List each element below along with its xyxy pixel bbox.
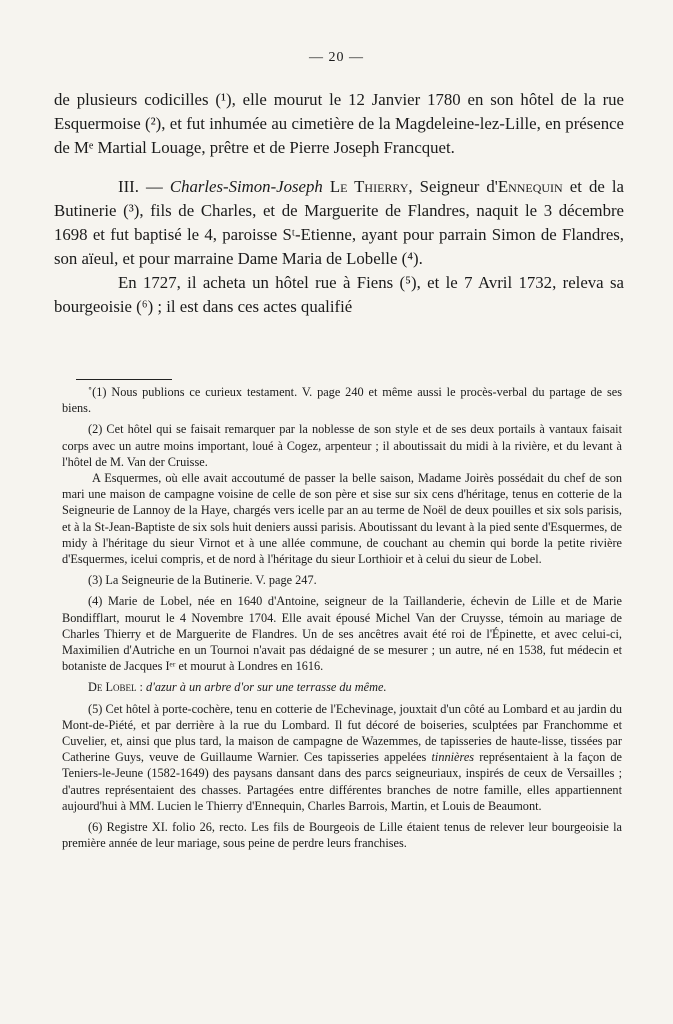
footnote-4-blazon: De Lobel : d'azur à un arbre d'or sur une terrasse du même. (88, 680, 387, 695)
footnote-divider (76, 379, 172, 380)
footnote-2: (2) Cet hôtel qui se faisait remarquer par la noblesse de son style et de ses deux portails à vantaux faisait corps avec un autre moins important, loué à Cogez, arpenteur ; il aboutissait du midi à la rivière, et du levant à l'hôtel de M. Van der Cruisse. (62, 422, 622, 469)
section-number: III. — (118, 177, 170, 196)
person-given-names: Charles-Simon-Joseph (169, 177, 323, 196)
seigneurie-name: Ennequin (497, 177, 563, 196)
person-surname: Le Thierry (322, 177, 409, 196)
tapestry-term: tinnières (431, 750, 475, 765)
footnotes (62, 384, 622, 851)
footnote-1: ˚(1) Nous publions ce curieux testament. V. page 240 et même aussi le procès-verbal du partage de ses biens. (62, 385, 622, 416)
main-text (54, 88, 624, 319)
footnote-6: (6) Registre XI. folio 26, recto. Les fils de Bourgeois de Lille étaient tenus de relever leur bourgeoisie la première année de leur mariage, sous peine de perdre leurs franchises. (62, 820, 622, 851)
paragraph-charles-simon-joseph: III. — Charles-Simon-Joseph Le Thierry, Seigneur d'Ennequin et de la Butinerie (³), fils de Charles, et de Marguerite de Flandres, naquit le 3 décembre 1698 et fut baptisé le 4, paroisse Sᵗ-Etienne, ayant pour parrain Simon de Flandres, son aïeul, et pour marraine Dame Maria de Lobelle (⁴). (54, 177, 624, 268)
page-number: — 20 — (309, 50, 364, 65)
paragraph-continuation: de plusieurs codicilles (¹), elle mourut le 12 Janvier 1780 en son hôtel de la rue Esquermoise (²), et fut inhumée au cimetière de la Magdeleine-lez-Lille, en présence de Mᵉ Martial Louage, prêtre et de Pierre Joseph Francquet. (54, 90, 624, 157)
footnote-3: (3) La Seigneurie de la Butinerie. V. page 247. (88, 573, 317, 588)
footnote-4: (4) Marie de Lobel, née en 1640 d'Antoine, seigneur de la Taillanderie, échevin de Lille et de Marie Bondifflart, mourut le 4 Novembre 1704. Elle avait épousé Michel Van der Cruysse, témoin au mariage de Charles Thierry et de Marguerite de Flandres. Un de ses ancêtres avait été roi de l'Épinette, et avec celui-ci, Maximilien d'Autriche en un Tournoi n'avait pas dédaigné de se mesurer ; un autre, né en 1538, fut médecin et botaniste de Jacques Iᵉʳ et mourut à Londres en 1616. (62, 594, 622, 674)
paragraph-hotel-purchase: En 1727, il acheta un hôtel rue à Fiens (⁵), et le 7 Avril 1732, releva sa bourgeoisie (⁶) ; il est dans ces actes qualifié (54, 273, 624, 316)
blazon-text: d'azur à un arbre d'or sur une terrasse du même. (146, 680, 387, 695)
footnote-2-continued: A Esquermes, où elle avait accoutumé de passer la belle saison, Madame Joirès possédait du chef de son mari une maison de campagne voisine de celle de son père et sise sur six cens d'héritage, tenus en cotterie de la Seigneurie de Lannoy de la Haye, chargés vers icelle par an au terme de Noël de deux pouilles et six sols parisis, et à la St-Jean-Baptiste de six sols huit deniers aussi parisis. Aboutissant du levant à la pied sente d'Esquermes, de midy à l'héritage du sieur Virnot et à une allée commune, de couchant au chemin qui borde la petite rivière d'Esquermes, icelui compris, et de nord à l'héritage du sieur Lorthioir et à celui du sieur de Lobel. (62, 471, 622, 567)
footnote-5: (5) Cet hôtel à porte-cochère, tenu en cotterie de l'Echevinage, jouxtait d'un côté au Lombard et au jardin du Mont-de-Piété, et par derrière à la rue du Lombard. Il fut décoré de boiseries, sculptées par Franchomme et Cuvelier, et, ainsi que plus tard, la maison de campagne de Wazemmes, de tapisseries de haute-lisse, tissées par Catherine Guys, veuve de Guillaume Warnier. Ces tapisseries appelées tinnières représentaient à la façon de Teniers-le-Jeune (1582-1649) des paysans dansant dans des parcs seigneuriaux, inspirés de ceux de Versailles ; d'autres représentaient des chasses. Partagées entre différentes branches de notre famille, elles appartiennent aujourd'hui à MM. Lucien le Thierry d'Ennequin, Charles Barrois, Martin, et Louis de Beaumont. (62, 701, 622, 813)
blazon-family-name: De Lobel (88, 680, 137, 695)
